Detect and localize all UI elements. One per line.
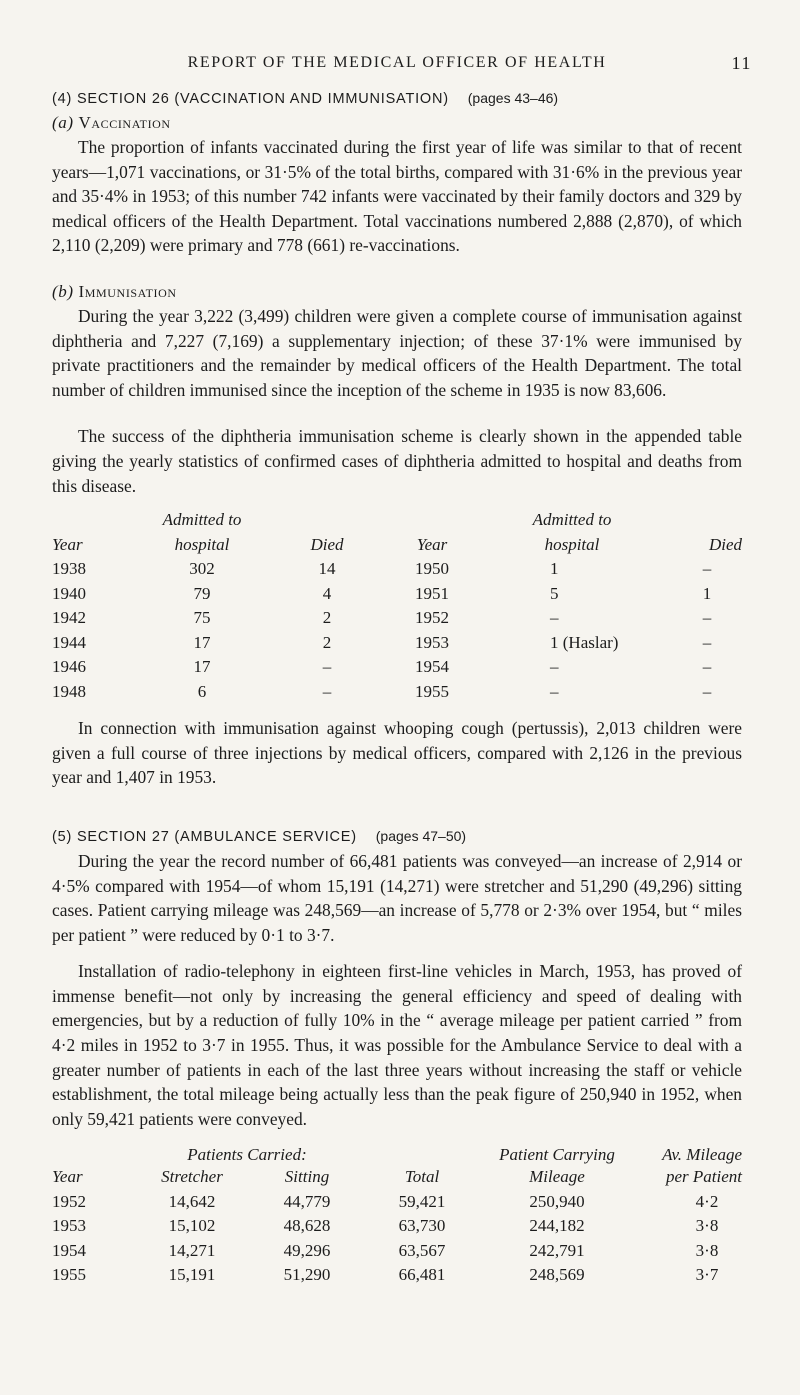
- immunisation-paragraph-1: During the year 3,222 (3,499) children were given a complete course of immunisation against diphtheria and 7,227 (7,169) a supplementary injection; of these 37·1% were immunised by private practitioners and the remainder by medical officers of the Health Department. The total number of children immunised since the inception of the scheme in 1935 is now 83,606.: [52, 305, 742, 400]
- amb-cell: 49,296: [283, 1240, 331, 1260]
- dip-cell: 1946: [52, 657, 86, 677]
- vaccination-title: Vaccination: [78, 113, 171, 132]
- amb-header-per-patient: per Patient: [665, 1167, 742, 1187]
- amb-cell: 66,481: [398, 1265, 446, 1285]
- dip-cell: 1955: [415, 681, 449, 701]
- amb-header-av-mileage: Av. Mileage: [662, 1145, 742, 1165]
- table-row: [52, 557, 742, 582]
- dip-cell: 5: [550, 583, 559, 603]
- dip-cell: 1952: [415, 608, 449, 628]
- dip-cell: 17: [193, 657, 211, 677]
- amb-cell: 14,642: [168, 1191, 216, 1211]
- dip-cell: –: [550, 608, 559, 628]
- table-row: [52, 631, 742, 656]
- table-row: [52, 606, 742, 631]
- dip-cell: 75: [193, 608, 211, 628]
- dip-cell: –: [550, 681, 559, 701]
- section-26-heading: [52, 86, 742, 111]
- dip-cell: 1940: [52, 583, 86, 603]
- dip-header-year-right: Year: [416, 534, 448, 554]
- dip-cell: 79: [193, 583, 211, 603]
- dip-cell: 1953: [415, 632, 449, 652]
- dip-header-admitted-right: Admitted to hospital: [532, 510, 612, 554]
- immunisation-paragraph-3: In connection with immunisation against whooping cough (pertussis), 2,013 children were given a full course of three injections by medical officers, compared with 2,126 in the previous year and 1,407 in 1953.: [52, 718, 742, 788]
- dip-header-died-left: Died: [310, 534, 344, 554]
- section-26-title: (4) SECTION 26 (VACCINATION AND IMMUNISATION): [52, 91, 449, 107]
- amb-cell: 51,290: [283, 1265, 331, 1285]
- table-row: [52, 1190, 742, 1215]
- amb-header-mileage: Mileage: [529, 1167, 585, 1187]
- amb-cell: 1954: [52, 1240, 86, 1260]
- vaccination-letter: (a): [52, 113, 74, 132]
- dip-cell: 2: [322, 632, 332, 652]
- amb-header-total: Total: [404, 1167, 440, 1187]
- document-page: [52, 52, 752, 1288]
- amb-cell: 4·2: [695, 1191, 719, 1211]
- dip-cell: 2: [322, 608, 332, 628]
- amb-cell: 63,730: [398, 1216, 446, 1236]
- amb-header-year: Year: [52, 1167, 83, 1187]
- ambulance-paragraph-2: Installation of radio-telephony in eighteen first-line vehicles in March, 1953, has proved of immense benefit—not only by increasing the general efficiency and speed of dealing with emergencies, but by a reduction of fully 10% in the “ average mileage per patient carried ” from 4·2 miles in 1952 to 3·7 in 1955. Thus, it was possible for the Ambulance Service to deal with a greater number of patients in each of the last three years without increasing the staff or vehicle establishment, the total mileage being actually less than the peak figure of 250,940 in 1952, when only 59,421 patients were conveyed.: [52, 961, 742, 1129]
- section-27-pages: (pages 47–50): [375, 827, 467, 844]
- amb-header-stretcher: Stretcher: [161, 1167, 223, 1187]
- section-27-title: (5) SECTION 27 (AMBULANCE SERVICE): [52, 828, 357, 845]
- amb-header-patients-carried: Patients Carried:: [187, 1145, 307, 1165]
- report-title: REPORT OF THE MEDICAL OFFICER OF HEALTH: [187, 54, 607, 71]
- dip-cell: 14: [318, 559, 336, 579]
- vaccination-paragraph: The proportion of infants vaccinated during the first year of life was similar to that of recent years—1,071 vaccinations, or 31·5% of the total births, compared with 31·6% in the previous year and 35·4% in 1953; of this number 742 infants were vaccinated by their family doctors and 329 by medical officers of the Health Department. Total vaccinations numbered 2,888 (2,870), of which 2,110 (2,209) were primary and 778 (661) re-vaccinations.: [52, 137, 742, 256]
- amb-cell: 3·8: [695, 1240, 719, 1260]
- vaccination-heading: [52, 111, 742, 135]
- ambulance-paragraph-1: During the year the record number of 66,481 patients was conveyed—an increase of 2,914 or 4·5% compared with 1954—of whom 15,191 (14,271) were stretcher and 51,290 (49,296) sitting cases. Patient carrying mileage was 248,569—an increase of 5,778 or 2·3% over 1954, but “ miles per patient ” were reduced by 0·1 to 3·7.: [52, 850, 742, 945]
- amb-cell: 1953: [52, 1216, 86, 1236]
- dip-cell: –: [322, 657, 332, 677]
- diphtheria-table: [52, 508, 742, 704]
- table-row: [52, 1239, 742, 1264]
- dip-cell: –: [702, 632, 712, 652]
- amb-cell: 3·8: [695, 1216, 719, 1236]
- immunisation-letter: (b): [52, 281, 74, 301]
- amb-cell: 63,567: [398, 1240, 446, 1260]
- amb-cell: 15,191: [168, 1265, 216, 1285]
- dip-cell: 1951: [415, 583, 449, 603]
- dip-cell: 1: [702, 583, 712, 603]
- immunisation-title: Immunisation: [78, 281, 177, 301]
- dip-cell: 1: [550, 559, 559, 579]
- dip-cell: 6: [197, 681, 207, 701]
- dip-cell: 302: [189, 559, 215, 579]
- ambulance-table: [52, 1145, 742, 1288]
- section-26-pages: (pages 43–46): [467, 90, 559, 106]
- dip-cell: –: [702, 608, 712, 628]
- amb-cell: 250,940: [529, 1191, 585, 1211]
- dip-header-year-left: Year: [52, 534, 83, 554]
- dip-cell: 4: [322, 583, 332, 603]
- amb-cell: 44,779: [283, 1191, 331, 1211]
- dip-cell: –: [550, 657, 559, 677]
- amb-header-sitting: Sitting: [284, 1167, 330, 1187]
- table-row: [52, 582, 742, 607]
- amb-cell: 59,421: [398, 1191, 446, 1211]
- running-header: [52, 52, 752, 74]
- amb-cell: 248,569: [529, 1265, 585, 1285]
- dip-header-admitted-left: Admitted to hospital: [162, 510, 242, 554]
- dip-cell: 1 (Haslar): [550, 632, 619, 652]
- amb-header-patient-carrying: Patient Carrying: [499, 1145, 615, 1165]
- amb-cell: 48,628: [283, 1216, 331, 1236]
- dip-cell: 17: [193, 632, 211, 652]
- table-row: [52, 1263, 742, 1288]
- table-row: [52, 680, 742, 705]
- amb-cell: 15,102: [168, 1216, 216, 1236]
- dip-cell: –: [322, 681, 332, 701]
- amb-cell: 14,271: [168, 1240, 216, 1260]
- section-27-heading: [52, 824, 742, 849]
- dip-cell: 1942: [52, 608, 86, 628]
- dip-header-died-right: Died: [708, 534, 742, 554]
- dip-cell: 1950: [415, 559, 449, 579]
- dip-cell: 1938: [52, 559, 86, 579]
- dip-cell: 1948: [52, 681, 86, 701]
- table-row: [52, 1214, 742, 1239]
- immunisation-heading: [52, 280, 742, 304]
- dip-cell: –: [702, 657, 712, 677]
- amb-cell: 242,791: [529, 1240, 585, 1260]
- amb-cell: 244,182: [529, 1216, 585, 1236]
- amb-cell: 1955: [52, 1265, 86, 1285]
- table-row: [52, 655, 742, 680]
- immunisation-paragraph-2: The success of the diphtheria immunisation scheme is clearly shown in the appended table giving the yearly statistics of confirmed cases of diphtheria admitted to hospital and deaths from this disease.: [52, 426, 742, 496]
- dip-cell: –: [702, 681, 712, 701]
- dip-cell: –: [702, 559, 712, 579]
- page-number: 11: [731, 53, 752, 73]
- amb-cell: 3·7: [695, 1265, 719, 1285]
- dip-cell: 1944: [52, 632, 86, 652]
- dip-cell: 1954: [415, 657, 449, 677]
- amb-cell: 1952: [52, 1191, 86, 1211]
